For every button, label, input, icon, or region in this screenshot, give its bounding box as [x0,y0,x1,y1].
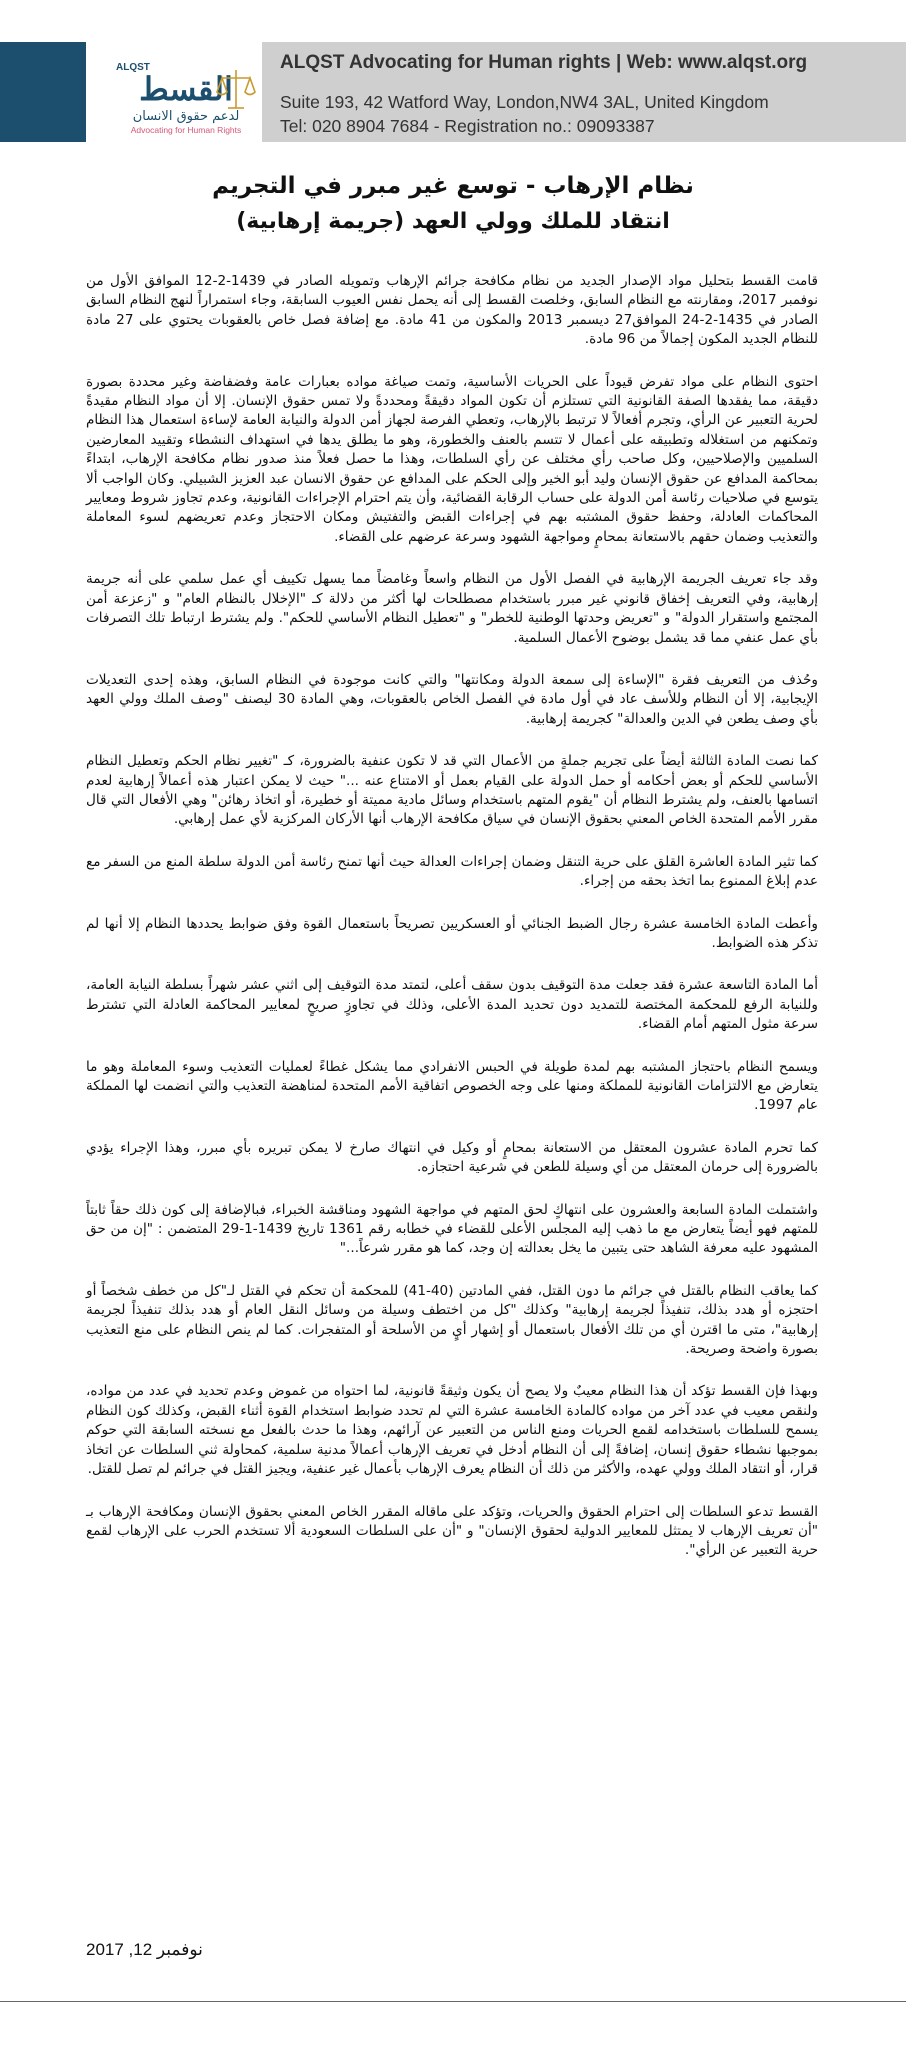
logo-arabic-mark: القسط [139,70,233,108]
org-name-line: ALQST Advocating for Human rights | Web: www.alqst.org [280,52,808,73]
body-paragraph: وقد جاء تعريف الجريمة الإرهابية في الفصل الأول من النظام واسعاً وغامضاً مما يسهل تكييف أي عمل سلمي على أنه جريمة إرهابية، وفي التعريف إخفاق قانوني غير مبرر باستخدام مصطلحات لها أكثر من دلالة كـ "الإخلال بالنظام العام" و "زعزعة أمن المجتمع واستقرار الدولة" و "تعريض وحدتها الوطنية للخطر" و "تعطيل النظام الأساسي للحكم". ولم يشترط ارتباط تلك التصرفات بأي عمل عنفي مما قد يشمل بوضوح الأعمال السلمية. [86,571,818,646]
document-subtitle: انتقاد للملك وولي العهد (جريمة إرهابية) [236,209,670,234]
logo-latin-tagline: Advocating for Human Rights [130,125,242,135]
org-contact: Tel: 020 8904 7684 - Registration no.: 09093387 [280,116,655,136]
body-paragraph: كما نصت المادة الثالثة أيضاً على تجريم جملةٍ من الأعمال التي قد لا تكون عنفية بالضرورة، كـ "تغيير نظام الحكم وتعطيل النظام الأساسي للحكم أو بعض أحكامه أو حمل الدولة على القيام بعمل أو الامتناع عنه ..." حيث لا يمكن اعتبار هذه أعمالاً إرهابية لعدم اتسامها بالعنف، ولم يشترط النظام أن "يقوم المتهم باستخدام وسائل مادية مميتة أو خطيرة، أو اتخاذ رهائن" وهي الأفعال التي قال مقرر الأمم المتحدة الخاص المعني بحقوق الإنسان في سياق مكافحة الإرهاب أنها الأركان المركزية لأي عمل إرهابي. [86,753,818,828]
document-title-block [60,168,846,240]
org-logo [86,42,262,142]
body-paragraph: وحُذف من التعريف فقرة "الإساءة إلى سمعة الدولة ومكانتها" والتي كانت موجودة في النظام السابق، وهذه إحدى التعديلات الإيجابية، إلا أن النظام وللأسف عاد في أول مادة في الفصل الخاص بالعقوبات، وهي المادة 30 ليصنف "وصف الملك وولي العهد بأي وصف يطعن في الدين والعدالة" كجريمة إرهابية. [86,671,818,727]
document-date: نوفمبر 12, 2017 [86,1940,203,1959]
body-paragraph: واشتملت المادة السابعة والعشرون على انتهاكٍ لحق المتهم في مواجهة الشهود ومناقشة الخبراء، فبالإضافة إلى كون ذلك حقاً ثابتاً للمتهم فهو أيضاً يتعارض مع ما ذهب إليه المجلس الأعلى للقضاء في خطابه رقم 1361 تاريخ 1439-1-29 المتضمن : "إن من حق المشهود عليه معرفة الشاهد حتى يتبين ما يخل بعدالته إن وجد، كما هو مقرر شرعاً..." [86,1201,818,1257]
body-paragraph: قامت القسط بتحليل مواد الإصدار الجديد من نظام مكافحة جرائم الإرهاب وتمويله الصادر في 1439-2-12 الموافق الأول من نوفمبر 2017، ومقارنته مع النظام السابق، وخلصت القسط إلى أنه يحمل نفس العيوب السابقة، وجاء استمراراً لنهج النظام السابق الصادر في 1435-2-24 الموافق27 ديسمبر 2013 والمكون من 41 مادة. مع إضافة فصل خاص بالعقوبات يحتوي على 27 مادة للنظام الجديد المكون إجمالاً من 96 مادة. [86,273,819,348]
logo-latin-mark: ALQST [116,62,150,73]
body-paragraph: كما تحرم المادة عشرون المعتقل من الاستعانة بمحامٍ أو وكيل في انتهاك صارخ لا يمكن تبريره بأي مبرر، وهذا الإجراء يؤدي بالضرورة إلى حرمان المعتقل من أي وسيلة للطعن في شرعية احتجازه. [86,1139,818,1176]
org-address: Suite 193, 42 Watford Way, London,NW4 3AL, United Kingdom [280,92,769,112]
alqst-logo-graphic [86,42,262,142]
body-paragraph: احتوى النظام على مواد تفرض قيوداً على الحريات الأساسية، وتمت صياغة مواده بعبارات عامة وفضفاضة وغير محددة بصورة دقيقة، مما يفقدها الصفة القانونية التي تستلزم أن تكون المواد دقيقةً ومحددةً ولا تمس حقوق الإنسان. إلا أن مواد النظام مقيدةً لحرية التعبير عن الرأي، وتجرم أفعالاً لا ترتبط بالإرهاب، وتعطي الفرصة لجهاز أمن الدولة والنيابة العامة لإساءة استعمال هذا النظام وتمكنهم من استغلاله وتطبيقه على أعمال لا تتسم بالعنف والخطورة، وهو ما يطلق يدها في استهداف النشطاء وتقييد المعارضين السلميين والإصلاحيين، وكل صاحب رأي مختلف عن رأي السلطات، وهذا ما حصل فعلاً منذ صدور نظام مكافحة الإرهاب، ابتداءً بمحاكمة المدافع عن حقوق الإنسان وليد أبو الخير وإلى الحكم على المدافع عن حقوق الانسان عبد العزيز الشبيلي. وكان الواجب ألا يتوسع في صلاحيات رئاسة أمن الدولة على حساب الرقابة القضائية، وأن يتم احترام الإجراءات القانونية، وعدم تجاوز شروط ومعايير المحاكمات العادلة، وحفظ حقوق المشتبه بهم في إجراءات القبض والتفتيش ومكان الاحتجاز وعدم تعريضهم لسوء المعاملة والتعذيب وضمان حقهم بالاستعانة بمحامٍ ومواجهة الشهود وسرعة عرضهم على القضاء. [86,373,818,545]
body-paragraph: ويسمح النظام باحتجاز المشتبه بهم لمدة طويلة في الحبس الانفرادي مما يشكل غطاءً لعمليات التعذيب وسوء المعاملة وهو ما يتعارض مع الالتزامات القانونية للمملكة ومنها على وجه الخصوص اتفاقية الأمم المتحدة لمناهضة التعذيب والتي انضمت لها المملكة عام 1997. [86,1058,818,1114]
letterhead-accent-block [0,42,86,142]
footer-divider [0,2001,906,2002]
body-paragraph: وأعطت المادة الخامسة عشرة رجال الضبط الجنائي أو العسكريين تصريحاً باستعمال القوة وفق ضوابط يحددها النظام إلا أنها لم تذكر هذه الضوابط. [86,915,818,951]
document-body [86,272,818,1584]
body-paragraph: وبهذا فإن القسط تؤكد أن هذا النظام معيبٌ ولا يصح أن يكون وثيقةً قانونية، لما احتواه من غموض وعدم تحديد في عدد من مواده، ولنقص معيب في عدد آخر من مواده كالمادة الخامسة عشرة التي لم تحدد ضوابط استخدام القوة أثناء القبض، وكذلك كون النظام يسمح للسلطات باستخدامه لقمع الحريات ومنع الناس من التعبير عن آرائهم، وهذا ما حدث بالفعل مع نسخته السابقة التي حوكم بموجبها نشطاء حقوق إنسان، إضافةً إلى أن النظام أدخل في تعريف الإرهاب أعمالاً مدنية سلمية، كمحاولة ثني السلطات عن اتخاذ قرار، أو انتقاد الملك وولي عهده، والأكثر من ذلك أن النظام يعرف الإرهاب بأعمال غير عنفية، ويجيز القتل في جرائم لم تصل للقتل. [86,1383,818,1478]
body-paragraph: أما المادة التاسعة عشرة فقد جعلت مدة التوقيف بدون سقف أعلى، لتمتد مدة التوقيف إلى اثني عشر شهراً بسلطة النيابة العامة، وللنيابة الرفع للمحكمة المختصة للتمديد دون تحديد المدة الأعلى، وذلك في تجاوزٍ صريحٍ لمعايير المحاكمة العادلة التي تشترط سرعة مثول المتهم أمام القضاء. [86,977,818,1033]
body-paragraph: القسط تدعو السلطات إلى احترام الحقوق والحريات، وتؤكد على ماقاله المقرر الخاص المعني بحقوق الإنسان ومكافحة الإرهاب بـ "أن تعريف الإرهاب لا يمتثل للمعايير الدولية لحقوق الإنسان" و "أن على السلطات السعودية ألا تستخدم الحرب على الإرهاب لقمع حرية التعبير عن الرأي". [86,1503,818,1559]
document-title: نظام الإرهاب - توسع غير مبرر في التجريم [212,173,694,199]
letterhead-band [0,42,906,142]
body-paragraph: كما يعاقب النظام بالقتل في جرائم ما دون القتل، ففي المادتين (40-41) للمحكمة أن تحكم في القتل لـ"كل من خطف شخصاً أو احتجزه أو هدد بذلك، تنفيذاً لجريمة إرهابية" وكذلك "كل من اختطف وسيلة من وسائل النقل العام أو هدد بذلك تنفيذاً لجريمة إرهابية"، متى ما اقترن أي من تلك الأفعال باستعمال أو إشهار أيٍ من الأسلحة أو المتفجرات. كما لم ينص النظام على منع التعذيب بصورة واضحة وصريحة. [86,1282,819,1358]
logo-arabic-tagline: لدعم حقوق الانسان [132,109,240,124]
body-paragraph: كما تثير المادة العاشرة القلق على حرية التنقل وضمان إجراءات العدالة حيث أنها تمنح رئاسة أمن الدولة سلطة المنع من السفر مع عدم إبلاغ الممنوع بما اتخذ بحقه من إجراء. [86,853,818,890]
